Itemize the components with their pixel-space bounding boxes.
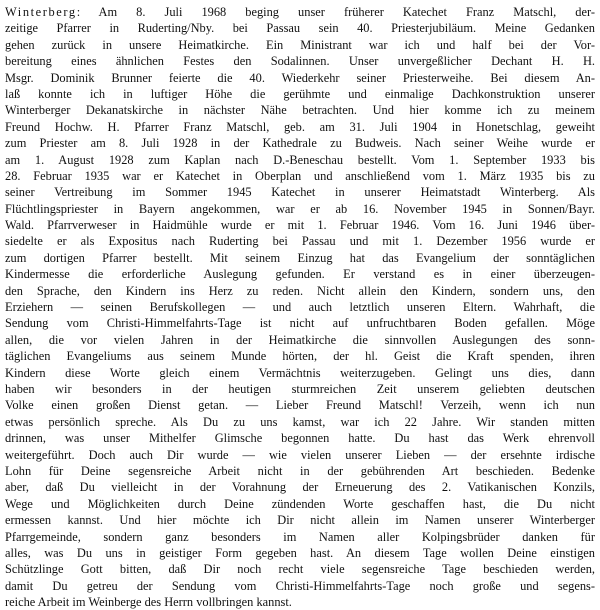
- text-line: Wege und Möglichkeiten durch Deine zündenden Worte geschaffen hast, die Du nicht: [5, 496, 595, 511]
- text-line: Erziehern — seinen Berufskollegen — und auch letztlich unseren Eltern. Wahrhaft, die: [5, 300, 595, 315]
- text-line: ermessen kannst. Und hier möchte ich Dir nicht allein im Namen unserer Winterberger: [5, 513, 595, 528]
- text-line: damit Du getreu der Sendung vom Christi-Himmelfahrts-Tage noch große und segens-: [5, 578, 595, 593]
- text-line: Pfarrgemeinde, sondern ganz besonders im Namen aller Kolpingsbrüder danken für: [5, 529, 595, 544]
- text-line: etwas persönlich spreche. Als Du zu uns kamst, war ich 22 Jahre. Wir standen mitten: [5, 414, 595, 429]
- text-line: Winterberger Dekanatskirche in nächster Nähe betrachten. Und hier komme ich zu meinem: [5, 103, 595, 118]
- text-line: Schützlinge Gott bitten, daß Dir noch recht viele segensreiche Tage beschieden werden,: [5, 562, 595, 577]
- text-line: alles, was Du uns in geistiger Form gegeben hast. An diesem Tage wollen Deine einstigen: [5, 545, 595, 560]
- text-line: reiche Arbeit im Weinberge des Herrn vollbringen kannst.: [5, 595, 292, 610]
- text-line: den Sprache, den Kindern ins Herz zu reden. Nicht allein den Kindern, sondern uns, den: [5, 283, 595, 298]
- first-line-text: : Am 8. Juli 1968 beging unser früherer Katechet Franz Matschl, der-: [76, 5, 595, 19]
- text-line: 28. Februar 1935 war er Katechet in Oberplan und anschließend vom 1. März 1935 bis zu: [5, 168, 595, 183]
- text-line: gehen zurück in unsere Heimatkirche. Ein Ministrant war ich und half bei der Vor-: [5, 37, 595, 52]
- text-line: am 1. August 1928 zum Kaplan nach D.-Beneschau bestellt. Vom 1. September 1933 bis: [5, 152, 595, 167]
- article-body: [5, 4, 595, 610]
- text-line: zum Priester am 8. Juli 1928 in der Kathedrale zu Budweis. Nach seiner Weihe wurde er: [5, 136, 595, 151]
- text-line: Msgr. Dominik Brunner feierte die 40. Wiederkehr seiner Priesterweihe. Bei diesem An-: [5, 70, 595, 85]
- text-line: [5, 4, 595, 20]
- text-line: Flüchtlingspriester in Bayern angekommen, war er ab 16. November 1945 in Sonnen/Bayr.: [5, 201, 595, 216]
- text-line: bereitung eines ähnlichen Festes den Sodalinnen. Unser unvergeßlicher Dechant H. H.: [5, 54, 595, 69]
- text-line: laß konnte ich in luftiger Höhe die gerühmte und einmalige Dachkonstruktion unserer: [5, 86, 595, 101]
- text-line: Kindermesse die erforderliche Auslegung gefunden. Er verstand es in einer überzeugen-: [5, 267, 595, 282]
- text-line: zum dortigen Pfarrer bestellt. Mit seinem Einzug hat das Evangelium der sonntäglichen: [5, 250, 595, 265]
- text-line: weitergeführt. Doch auch Dir wurde — wie vielen unserer Lieben — der ersehnte irdische: [5, 447, 595, 462]
- text-line: Lohn für Deine segensreiche Arbeit nicht in der gebührenden Art beschieden. Bedenke: [5, 463, 595, 478]
- place-name: Winterberg: [5, 5, 77, 19]
- text-line: drinnen, was unser Mithelfer Glimsche begonnen hatte. Du hast das Werk ehrenvoll: [5, 431, 595, 446]
- text-line: Kindern diese Worte gleich einem Vermächtnis weiterzugeben. Gelingt uns dies, dann: [5, 365, 595, 380]
- text-line: allen, die vor vielen Jahren in der Heimatkirche die sinnvollen Auslegungen des sonn-: [5, 332, 595, 347]
- text-line: Sendung vom Christi-Himmelfahrts-Tage ist nicht auf unfruchtbaren Boden gefallen. Möge: [5, 316, 595, 331]
- text-line: Volke einen großen Dienst getan. — Lieber Freund Matschl! Verzeih, wenn ich nun: [5, 398, 595, 413]
- text-line: Wald. Pfarrverweser in Haidmühle wurde er mit 1. Februar 1946. Vom 16. Juni 1946 über-: [5, 218, 595, 233]
- text-line: täglichen Evangeliums aus seinem Munde hörten, der hl. Geist die Kraft spenden, ihren: [5, 349, 595, 364]
- text-line: siedelte er als Expositus nach Ruderting bei Passau und mit 1. Dezember 1956 wurde er: [5, 234, 595, 249]
- text-line: haben wir besonders in der heutigen sturmreichen Zeit unserem geliebten deutschen: [5, 381, 595, 396]
- text-line: aber, daß Du vielleicht in der Vorahnung der Erneuerung des 2. Vatikanischen Konzils,: [5, 480, 595, 495]
- text-line: Freund Hochw. H. Pfarrer Franz Matschl, geb. am 31. Juli 1904 in Honetschlag, geweiht: [5, 119, 595, 134]
- text-line: zeitige Pfarrer in Ruderting/Nby. bei Passau sein 40. Priesterjubiläum. Meine Gedanken: [5, 21, 595, 36]
- text-line: seiner Vertreibung im Sommer 1945 Katechet in unserer Heimatstadt Winterberg. Als: [5, 185, 595, 200]
